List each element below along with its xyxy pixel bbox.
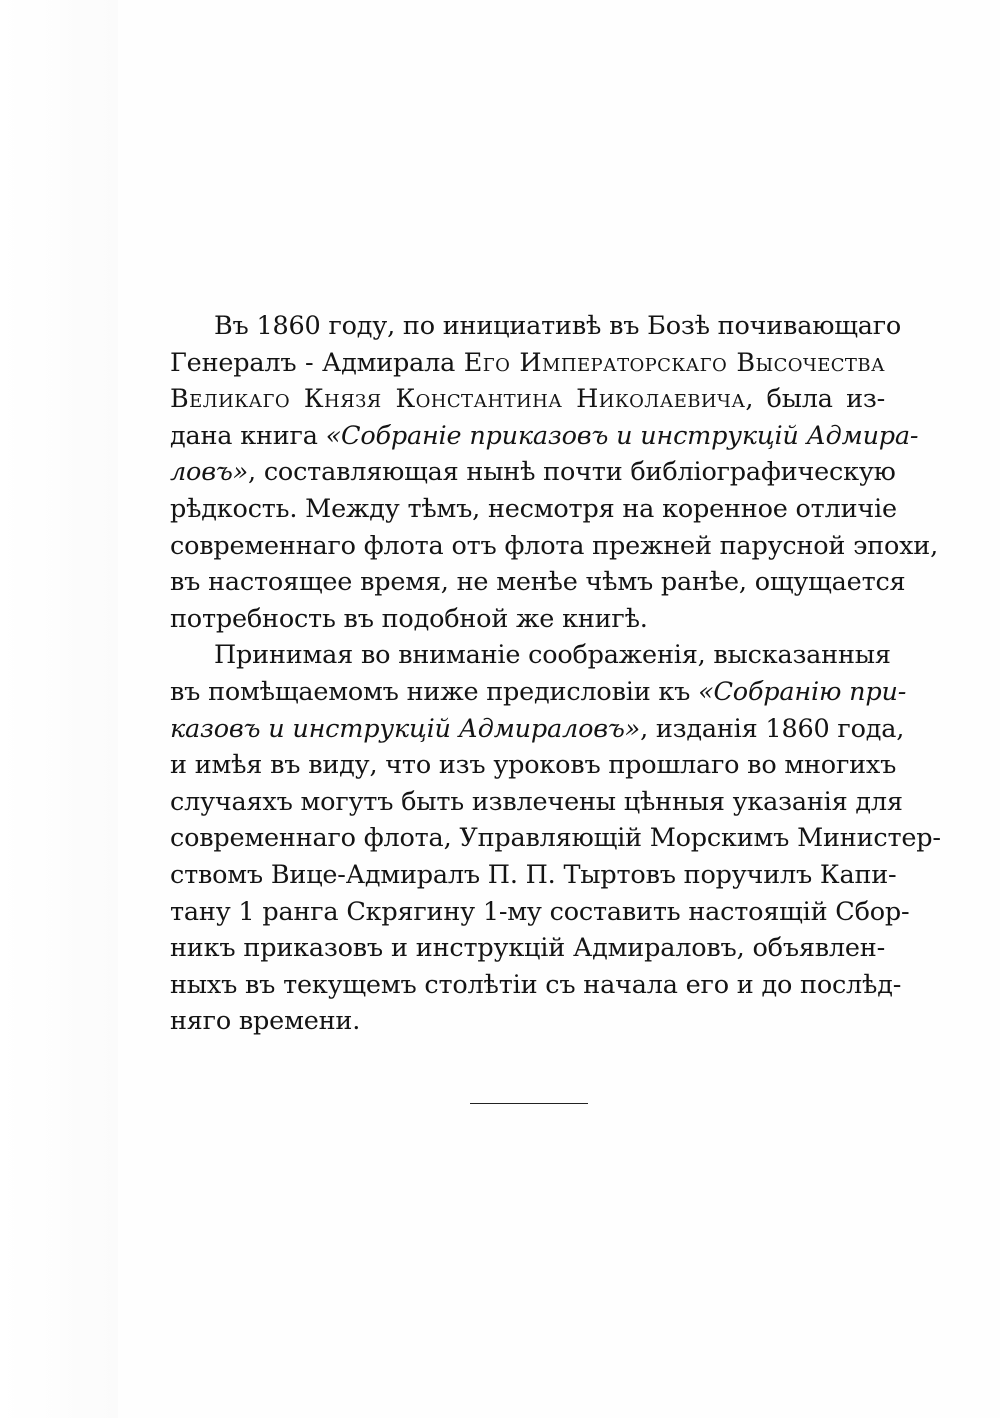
text-line bbox=[170, 930, 885, 967]
text-line bbox=[170, 381, 885, 418]
text-line bbox=[170, 747, 897, 784]
text-line bbox=[170, 674, 907, 711]
paragraph-2 bbox=[170, 637, 941, 1040]
text-segment: въ помѣщаемомъ ниже предисловіи къ bbox=[170, 676, 699, 707]
book-title-italic: казовъ и инструкцій Адмираловъ» bbox=[170, 713, 641, 744]
text-segment: и имѣя въ виду, что изъ уроковъ прошлаго во многихъ bbox=[170, 750, 897, 781]
text-segment: , была из- bbox=[745, 384, 885, 415]
text-line bbox=[170, 491, 897, 528]
book-title-italic: «Собранію при- bbox=[698, 676, 907, 707]
text-line bbox=[170, 820, 941, 857]
text-line bbox=[170, 454, 896, 491]
text-line bbox=[170, 1003, 885, 1040]
section-divider bbox=[470, 1103, 588, 1104]
text-segment: рѣдкость. Между тѣмъ, несмотря на коренное отличіе bbox=[170, 493, 897, 524]
text-segment: потребность въ подобной же книгѣ. bbox=[170, 603, 648, 634]
text-segment: Принимая во вниманіе соображенія, высказанныя bbox=[214, 640, 891, 671]
paragraph-1 bbox=[170, 308, 939, 637]
text-segment: современнаго флота отъ флота прежней парусной эпохи, bbox=[170, 530, 939, 561]
text-line bbox=[170, 784, 903, 821]
text-segment: няго времени. bbox=[170, 1006, 361, 1037]
text-segment-caps: Его Императорскаго Высочества bbox=[463, 347, 886, 378]
text-line bbox=[170, 857, 897, 894]
text-line bbox=[170, 308, 902, 345]
book-title-italic: «Собраніе приказовъ и инструкцій Адмира- bbox=[325, 420, 919, 451]
text-line bbox=[170, 711, 905, 748]
text-segment: случаяхъ могутъ быть извлечены цѣнныя указанія для bbox=[170, 786, 903, 817]
text-segment: , изданія 1860 года, bbox=[640, 713, 905, 744]
text-segment: современнаго флота, Управляющій Морскимъ Министер- bbox=[170, 823, 941, 854]
text-segment: въ настоящее время, не менѣе чѣмъ ранѣе, ощущается bbox=[170, 567, 906, 598]
book-title-italic: ловъ» bbox=[170, 457, 249, 488]
text-segment: тану 1 ранга Скрягину 1-му составить настоящій Сбор- bbox=[170, 896, 910, 927]
text-line bbox=[170, 564, 906, 601]
body-text bbox=[170, 308, 941, 1040]
text-line bbox=[170, 894, 910, 931]
text-line bbox=[170, 345, 885, 382]
text-line bbox=[170, 418, 919, 455]
text-line bbox=[170, 601, 885, 638]
text-segment: Въ 1860 году, по инициативѣ въ Бозѣ почивающаго bbox=[214, 311, 902, 341]
text-segment: Генералъ - Адмирала bbox=[170, 347, 464, 378]
text-segment-caps: Великаго Князя Константина Николаевича bbox=[170, 384, 746, 415]
text-segment: ствомъ Вице-Адмиралъ П. П. Тыртовъ поручилъ Капи- bbox=[170, 859, 897, 890]
text-line bbox=[170, 637, 891, 674]
text-segment: ныхъ въ текущемъ столѣтіи съ начала его и до послѣд- bbox=[170, 969, 902, 1000]
text-line bbox=[170, 528, 939, 565]
text-segment: , составляющая нынѣ почти библіографическую bbox=[248, 457, 896, 488]
text-segment: дана книга bbox=[170, 420, 326, 451]
text-line bbox=[170, 967, 902, 1004]
text-segment: никъ приказовъ и инструкцій Адмираловъ, объявлен- bbox=[170, 933, 885, 964]
page-margin bbox=[0, 0, 118, 1418]
